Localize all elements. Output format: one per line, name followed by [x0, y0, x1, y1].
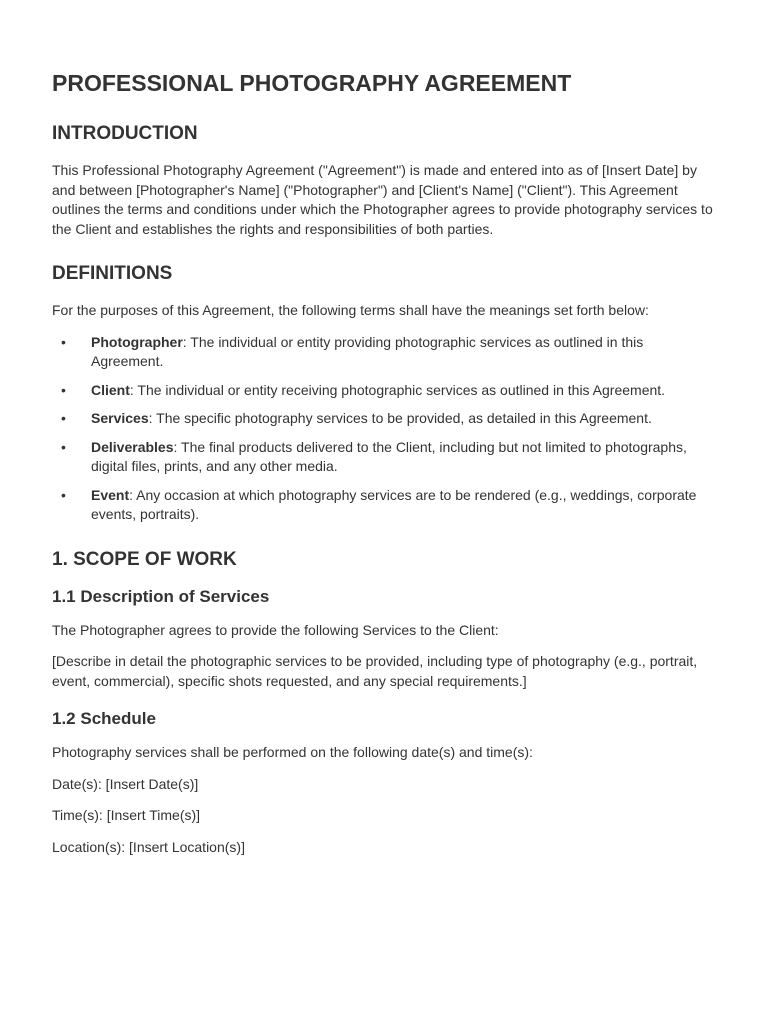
definitions-section	[52, 263, 718, 525]
bullet-icon: •	[61, 381, 66, 398]
definition-text: : The specific photography services to be provided, as detailed in this Agreement.	[148, 410, 652, 426]
description-line: The Photographer agrees to provide the following Services to the Client:	[52, 621, 499, 638]
schedule-dates: Date(s): [Insert Date(s)]	[52, 775, 199, 792]
definition-term: Deliverables	[91, 438, 174, 455]
scope-heading: 1. SCOPE OF WORK	[52, 548, 237, 570]
definition-item-photographer	[52, 333, 718, 372]
definitions-heading: DEFINITIONS	[52, 263, 173, 284]
description-placeholder: [Describe in detail the photographic services to be provided, including type of photography (e.g., portrait, event, commercial), specific shots requested, and any special requirements.]	[52, 653, 698, 689]
definitions-intro: For the purposes of this Agreement, the following terms shall have the meanings set forth below:	[52, 302, 649, 318]
document-title: PROFESSIONAL PHOTOGRAPHY AGREEMENT	[52, 70, 572, 96]
definition-text: : Any occasion at which photography services are to be rendered (e.g., weddings, corporate events, portraits).	[91, 486, 697, 522]
definition-item-deliverables	[52, 438, 718, 477]
definition-term: Client	[91, 381, 130, 398]
description-heading: 1.1 Description of Services	[52, 586, 270, 606]
definition-term: Photographer	[91, 333, 183, 350]
introduction-text: This Professional Photography Agreement ("Agreement") is made and entered into as of [Insert Date] by and between [Photographer's Name] ("Photographer") and [Client's Name] ("Client"). This Agreement outlines the terms and conditions under which the Photographer agrees to provide photography services to the Client and establishes the rights and responsibilities of both parties.	[52, 162, 713, 237]
bullet-icon: •	[61, 410, 66, 426]
definition-item-services	[52, 409, 718, 429]
definition-item-event	[52, 486, 718, 525]
schedule-times: Time(s): [Insert Time(s)]	[52, 807, 201, 823]
definition-term: Event	[91, 486, 130, 503]
bullet-icon: •	[61, 438, 66, 455]
introduction-heading: INTRODUCTION	[52, 123, 198, 144]
definitions-list	[52, 333, 718, 525]
definition-term: Services	[91, 410, 149, 426]
definition-item-client	[52, 381, 718, 401]
definition-text: : The individual or entity providing photographic services as outlined in this Agreement.	[91, 333, 644, 369]
bullet-icon: •	[61, 333, 66, 350]
scope-section	[52, 549, 718, 858]
definition-text: : The individual or entity receiving photographic services as outlined in this Agreement.	[129, 381, 666, 398]
schedule-subsection	[52, 709, 718, 857]
definition-text: : The final products delivered to the Client, including but not limited to photographs, digital files, prints, and any other media.	[91, 438, 687, 474]
description-subsection	[52, 587, 718, 692]
introduction-section	[52, 123, 718, 239]
bullet-icon: •	[61, 486, 66, 503]
schedule-heading: 1.2 Schedule	[52, 709, 156, 728]
schedule-intro: Photography services shall be performed on the following date(s) and time(s):	[52, 744, 533, 760]
schedule-locations: Location(s): [Insert Location(s)]	[52, 838, 245, 855]
